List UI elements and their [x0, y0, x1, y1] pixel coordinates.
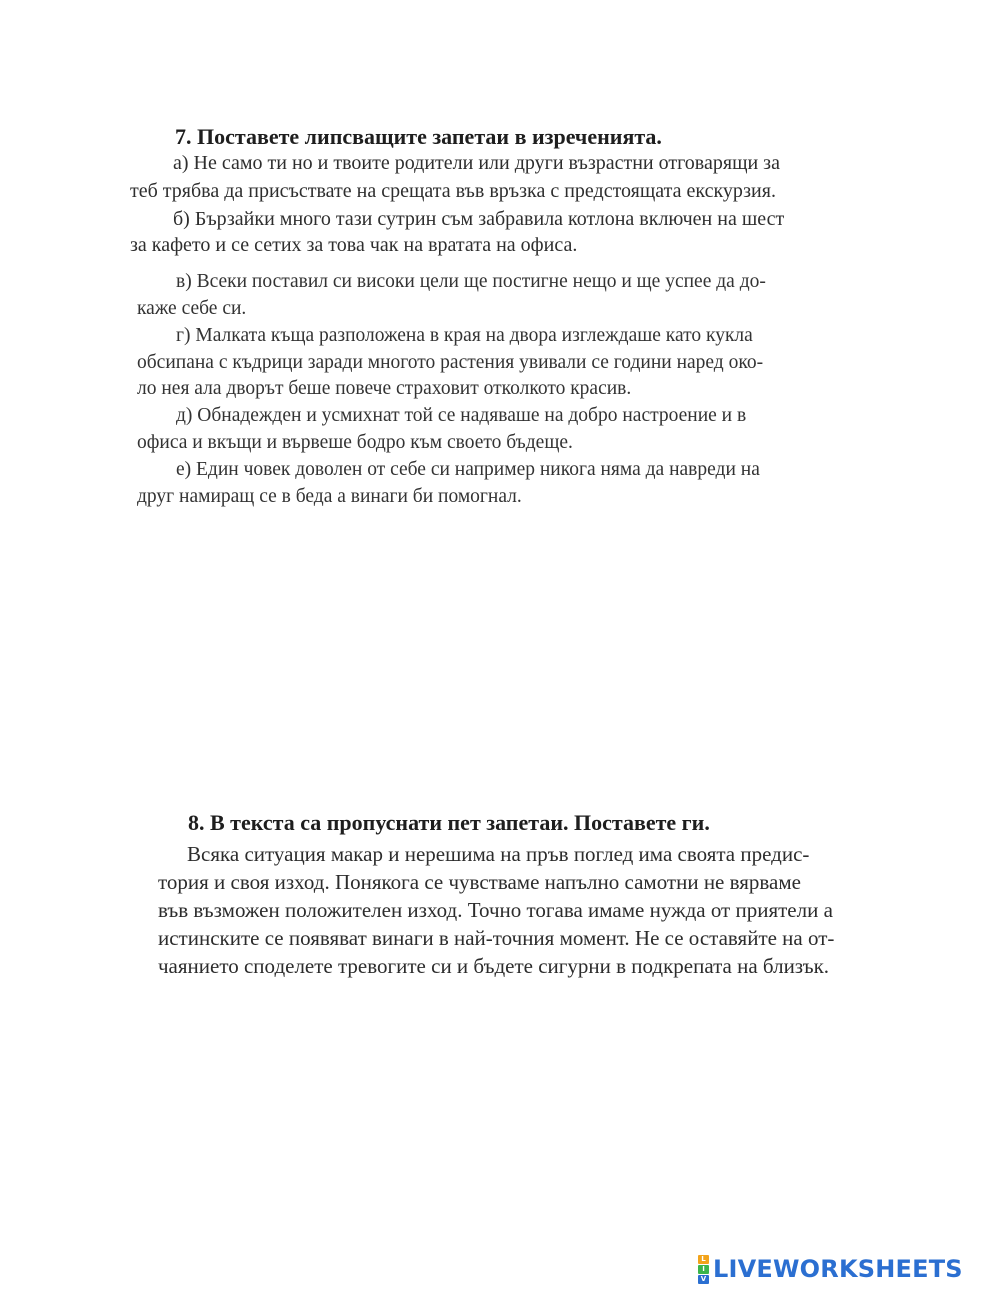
exercise-7-line: офиса и вкъщи и вървеше бодро към своето бъдеще.	[137, 432, 573, 453]
exercise-7-line: в) Всеки поставил си високи цели ще постигне нещо и ще успее да до-	[176, 271, 766, 292]
exercise-7-title: 7. Поставете липсващите запетаи в изреченията.	[175, 124, 662, 149]
logo-text: LIVEWORKSHEETS	[713, 1255, 963, 1283]
logo-blocks-icon	[698, 1255, 709, 1284]
exercise-7-line: е) Един човек доволен от себе си например никога няма да навреди на	[176, 459, 760, 480]
logo-letter: L	[698, 1255, 709, 1264]
exercise-7-line: д) Обнадежден и усмихнат той се надяваше на добро настроение и в	[176, 405, 747, 426]
liveworksheets-logo[interactable]	[698, 1254, 963, 1284]
exercise-7-line: б) Бързайки много тази сутрин съм забравила котлона включен на шест	[173, 208, 785, 230]
exercise-8-line: истинските се появяват винаги в най-точния момент. Не се оставяйте на от-	[158, 926, 835, 950]
exercise-7-line: друг намиращ се в беда а винаги би помогнал.	[137, 486, 522, 507]
exercise-7-line: г) Малката къща разположена в края на двора изглеждаше като кукла	[176, 325, 753, 346]
exercise-7-line: а) Не само ти но и твоите родители или други възрастни отговарящи за	[173, 152, 780, 174]
exercise-8-title: 8. В текста са пропуснати пет запетаи. Поставете ги.	[188, 810, 710, 835]
exercise-8-line: чаянието споделете тревогите си и бъдете сигурни в подкрепата на близък.	[158, 954, 830, 978]
exercise-7-line: обсипана с къдрици заради многото растения увивали се години наред око-	[137, 352, 764, 373]
exercise-8-line: във възможен положителен изход. Точно тогава имаме нужда от приятели а	[158, 898, 833, 922]
exercise-7-line: теб трябва да присъствате на срещата във връзка с предстоящата екскурзия.	[130, 180, 776, 202]
exercise-7-line: ло нея ала дворът беше повече страховит отколкото красив.	[137, 378, 632, 399]
exercise-8-line: Всяка ситуация макар и нерешима на пръв поглед има своята предис-	[187, 842, 810, 866]
logo-letter: V	[698, 1275, 709, 1284]
exercise-8-line: тория и своя изход. Понякога се чувстваме напълно самотни не вярваме	[158, 870, 801, 894]
exercise-7-line: за кафето и се сетих за това чак на вратата на офиса.	[130, 234, 578, 256]
logo-letter: I	[698, 1265, 709, 1274]
exercise-7-line: каже себе си.	[137, 298, 247, 319]
